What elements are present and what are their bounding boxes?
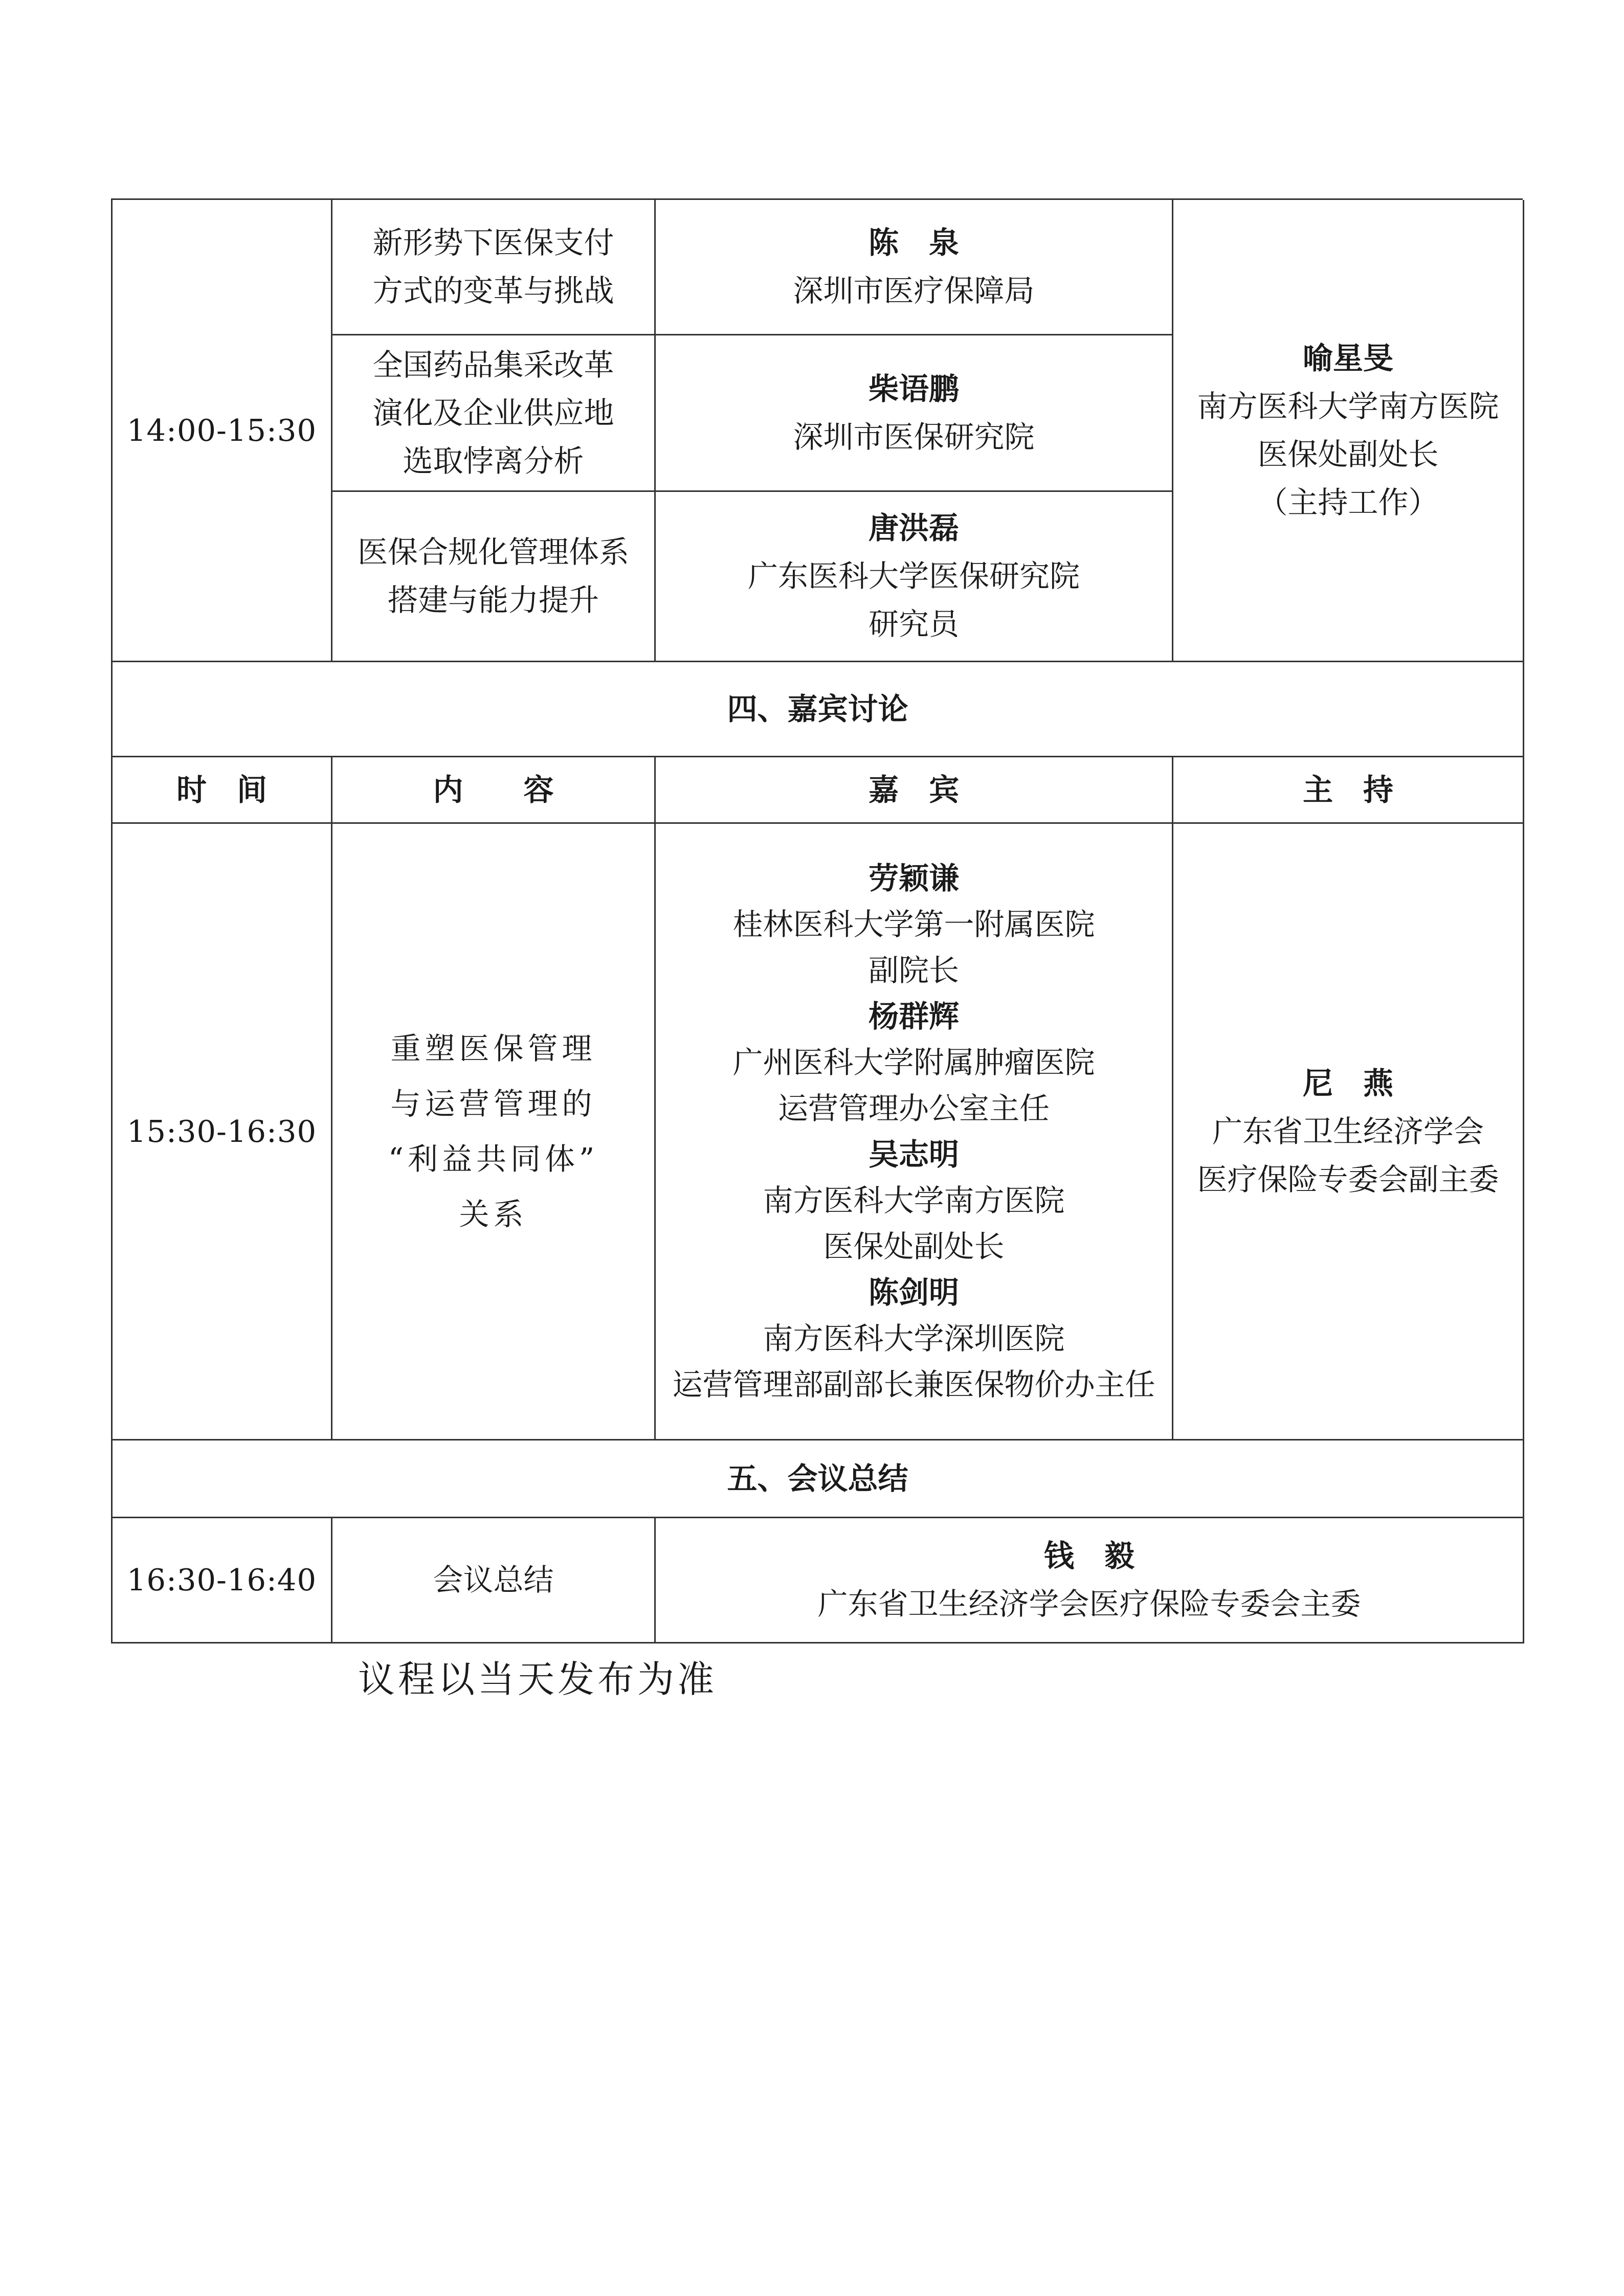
session-time-cell [113,200,332,662]
guest-line: 南方医科大学深圳医院 [763,1320,1065,1356]
section-title-text: 五、会议总结 [727,1460,908,1496]
section-title [113,1440,1524,1518]
topic-cell [332,824,656,1440]
speaker-org: 广东医科大学医保研究院 [747,558,1080,594]
guest-name: 劳颖谦 [868,860,959,896]
section-title-text: 四、嘉宾讨论 [727,691,908,727]
host-line: （主持工作） [1257,484,1439,520]
topic-line: “利益共同体” [388,1141,599,1177]
session-time-cell [113,1518,332,1644]
topic-line: 演化及企业供应地 [372,395,614,431]
host-line: 医疗保险专委会副主委 [1197,1161,1499,1197]
guest-name: 陈剑明 [868,1274,959,1310]
host-cell [1173,200,1524,662]
host-name: 喻星旻 [1302,340,1393,376]
header-label: 嘉 宾 [868,772,959,807]
guest-entry [672,1270,1155,1408]
speaker-cell [656,335,1173,492]
speaker-name: 柴语鹏 [868,371,959,407]
header-content [332,757,656,824]
guest-line: 医保处副处长 [823,1228,1005,1264]
header-host [1173,757,1524,824]
speaker-name: 陈 泉 [868,225,959,260]
topic-line: 医保合规化管理体系 [357,534,629,570]
guest-line: 运营管理办公室主任 [777,1090,1050,1126]
speaker-name: 钱 毅 [1043,1538,1134,1573]
host-line: 南方医科大学南方医院 [1197,388,1499,424]
header-guest [656,757,1173,824]
topic-line: 与运营管理的 [390,1086,596,1121]
speaker-cell [656,492,1173,662]
guest-name: 吴志明 [868,1136,959,1172]
host-name: 尼 燕 [1302,1065,1393,1101]
speaker-org: 深圳市医保研究院 [793,419,1035,455]
header-time [113,757,332,824]
session-time: 14:00-15:30 [127,412,317,448]
topic-line: 搭建与能力提升 [387,582,599,618]
guest-line: 广州医科大学附属肿瘤医院 [732,1044,1095,1080]
topic-line: 选取悖离分析 [403,443,584,479]
host-cell [1173,824,1524,1440]
speaker-org: 研究员 [868,606,959,642]
topic-line: 重塑医保管理 [390,1030,596,1066]
speaker-org: 广东省卫生经济学会医疗保险专委会主委 [817,1586,1361,1622]
topic-line: 关系 [459,1196,528,1232]
guest-name: 杨群辉 [868,998,959,1034]
topic-line: 方式的变革与挑战 [372,273,614,308]
topic-cell [332,200,656,335]
session-time-cell [113,824,332,1440]
topic-cell [332,492,656,662]
topic-line: 新形势下医保支付 [372,225,614,260]
host-line: 广东省卫生经济学会 [1212,1113,1484,1149]
guest-entry [763,1132,1064,1270]
agenda-footnote: 议程以当天发布为准 [358,1658,718,1701]
section-title [113,662,1524,757]
header-label: 时 间 [176,772,267,807]
session-time: 15:30-16:30 [127,1113,317,1149]
topic-line: 会议总结 [433,1562,554,1597]
speaker-cell [656,1518,1524,1644]
topic-cell [332,1518,656,1644]
topic-line: 全国药品集采改革 [372,347,614,382]
guest-line: 运营管理部副部长兼医保物价办主任 [672,1366,1155,1402]
guest-line: 南方医科大学南方医院 [763,1182,1065,1218]
header-label: 主 持 [1302,772,1393,807]
speaker-name: 唐洪磊 [868,510,959,546]
guest-line: 桂林医科大学第一附属医院 [732,906,1095,942]
speaker-org: 深圳市医疗保障局 [793,273,1035,308]
topic-cell [332,335,656,492]
agenda-table [111,198,1523,1644]
guest-entry [732,994,1095,1132]
guests-cell [656,824,1173,1440]
header-label: 内 容 [433,772,554,807]
session-time: 16:30-16:40 [127,1562,317,1597]
speaker-cell [656,200,1173,335]
host-line: 医保处副处长 [1257,436,1439,472]
guest-entry [732,856,1095,994]
guest-line: 副院长 [868,952,959,988]
